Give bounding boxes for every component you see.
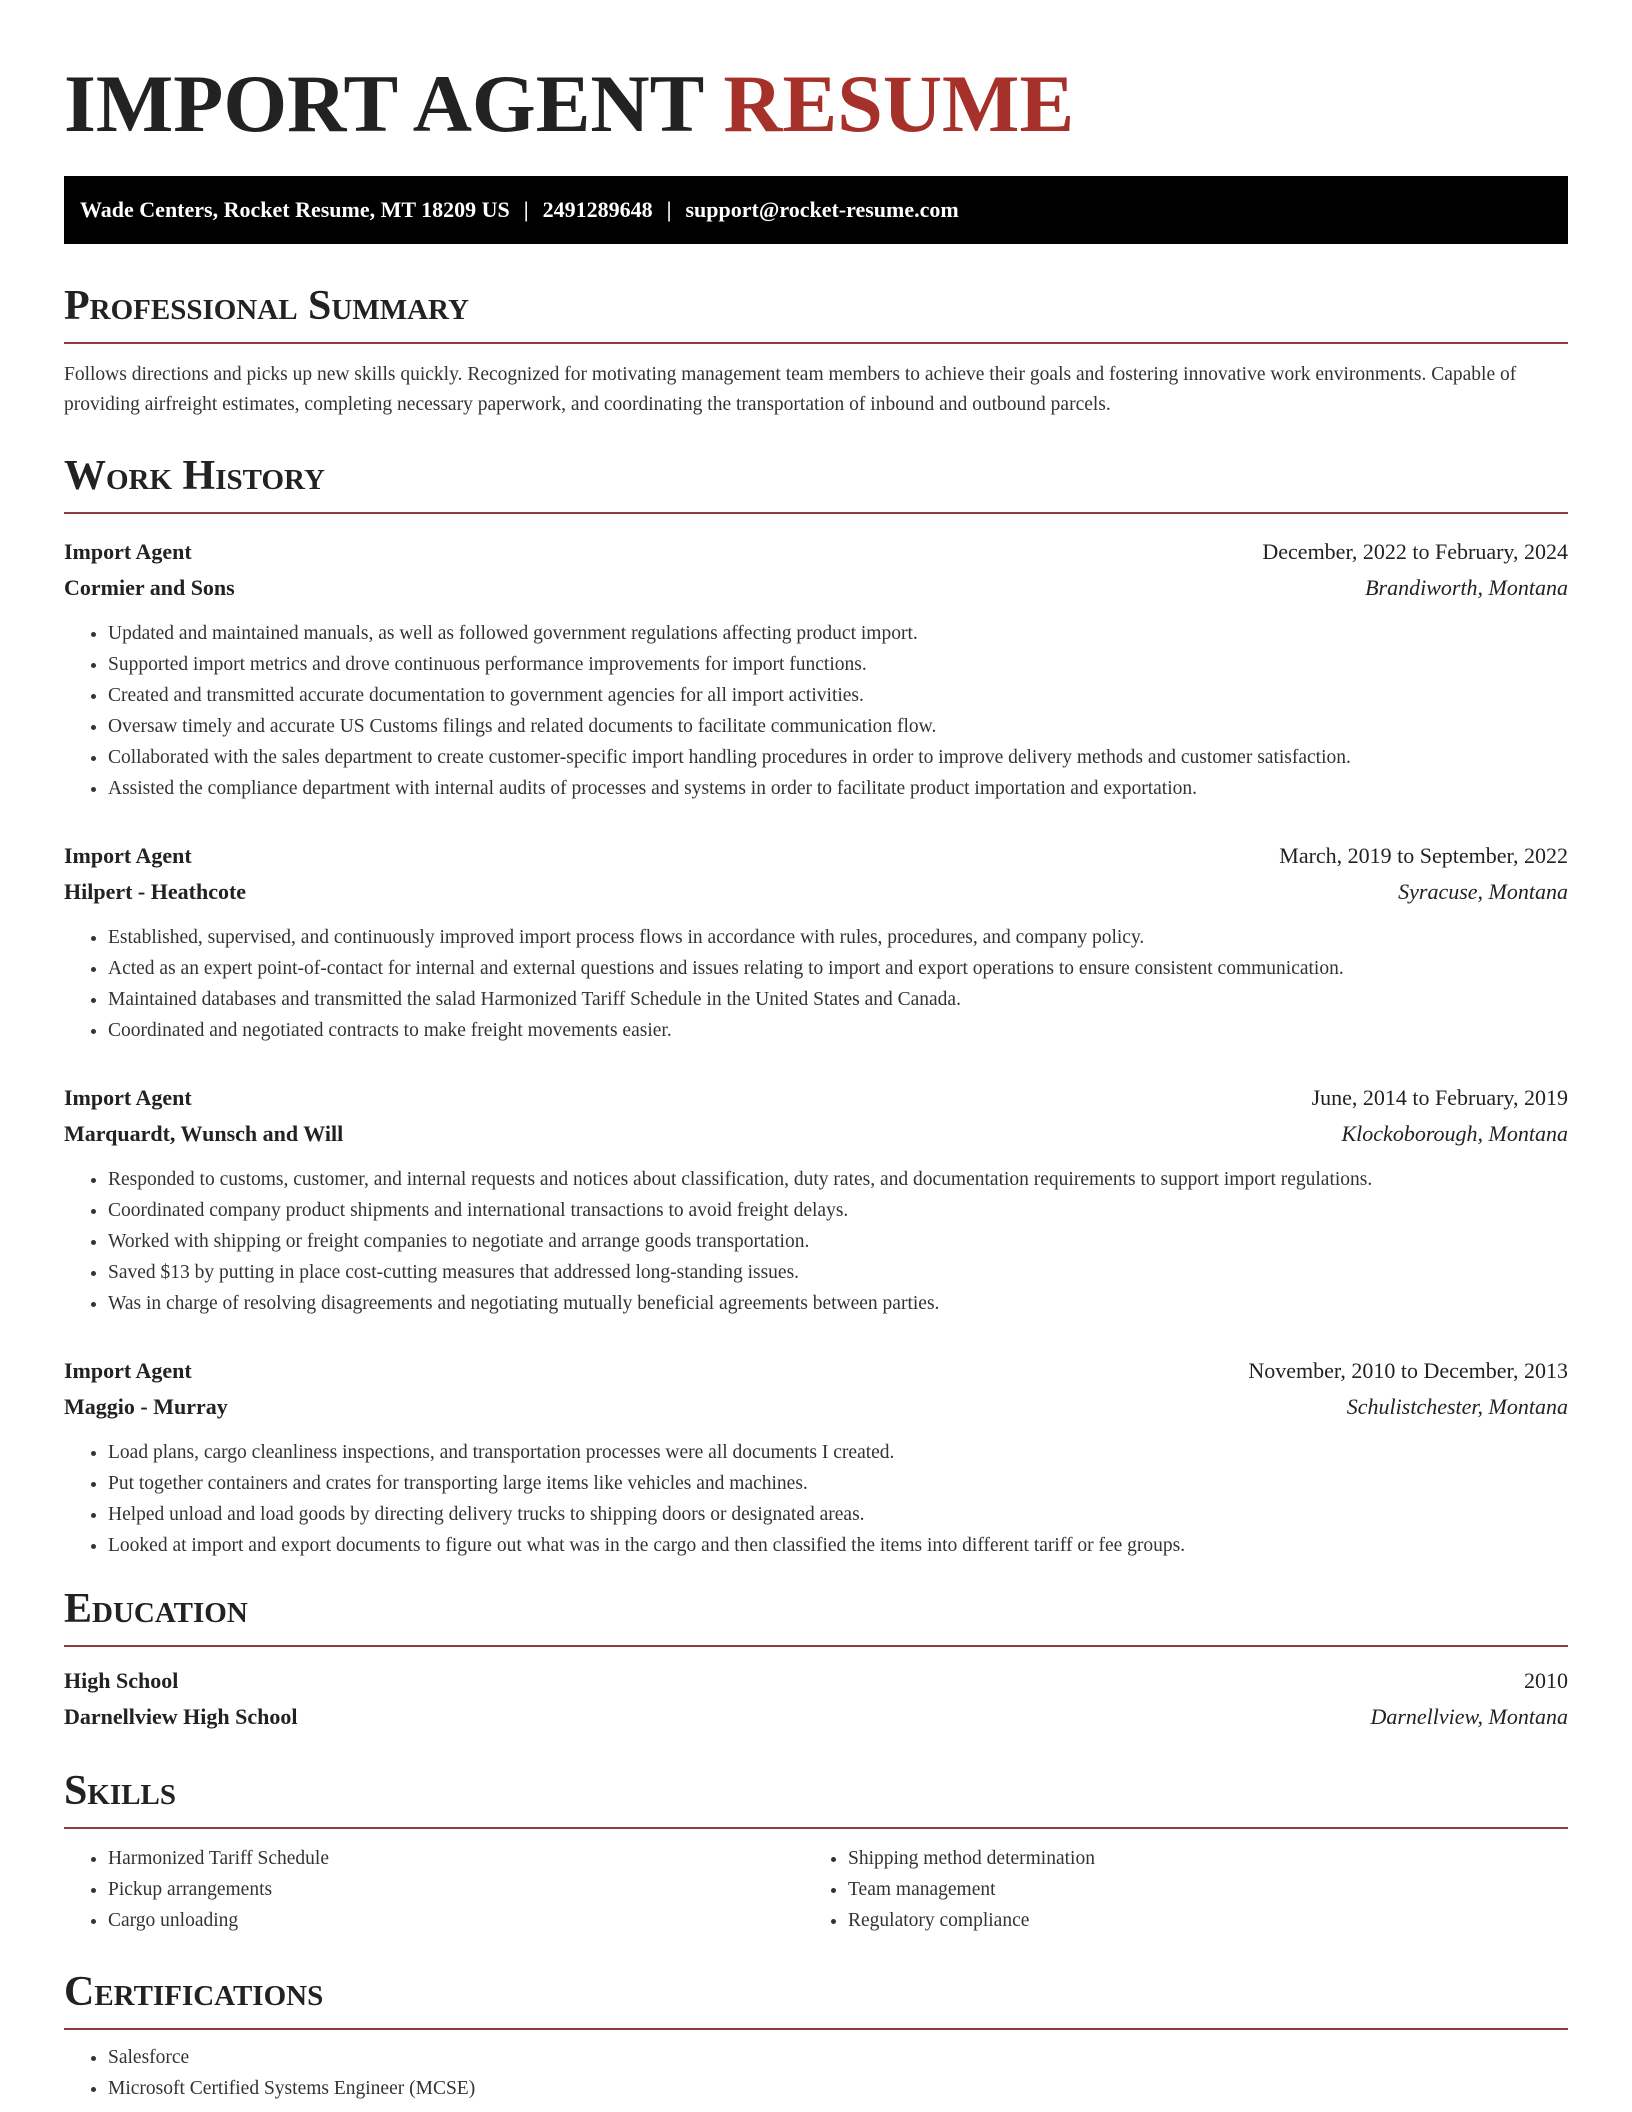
job-company: Maggio - Murray — [64, 1394, 228, 1419]
job-company: Hilpert - Heathcote — [64, 879, 247, 904]
list-item: • Coordinated company product shipments and international transactions to avoid freight delays. — [108, 1195, 1568, 1226]
job-entry — [64, 838, 1568, 1046]
education-section — [64, 1583, 1568, 1735]
list-item: • Load plans, cargo cleanliness inspections, and transportation processes were all documents I created. — [108, 1437, 1568, 1468]
job-title: Import Agent — [64, 539, 192, 564]
job-location: Schulistchester, Montana — [1346, 1394, 1568, 1419]
job-bullets — [64, 1164, 1568, 1319]
list-item: • Supported import metrics and drove continuous performance improvements for import functions. — [108, 649, 1568, 680]
list-item: • Helped unload and load goods by directing delivery trucks to shipping doors or designated areas. — [108, 1499, 1568, 1530]
job-title: Import Agent — [64, 843, 192, 868]
title-main: IMPORT AGENT — [64, 58, 703, 149]
job-company: Marquardt, Wunsch and Will — [64, 1121, 344, 1146]
job-dates: November, 2010 to December, 2013 — [1248, 1358, 1568, 1383]
job-title: Import Agent — [64, 1358, 192, 1383]
list-item: • Assisted the compliance department with internal audits of processes and systems in order to facilitate product importation and exportation. — [108, 773, 1568, 804]
list-item: • Oversaw timely and accurate US Customs filings and related documents to facilitate communication flow. — [108, 711, 1568, 742]
job-location: Klockoborough, Montana — [1341, 1121, 1568, 1146]
section-heading: Professional Summary — [64, 280, 1568, 344]
skills-column-right — [804, 1843, 1544, 1936]
skill-item: • Team management — [848, 1874, 1544, 1905]
resume-title — [64, 0, 1568, 152]
edu-school: Darnellview High School — [64, 1704, 298, 1729]
list-item: • Coordinated and negotiated contracts to make freight movements easier. — [108, 1015, 1568, 1046]
job-bullets — [64, 922, 1568, 1046]
edu-degree: High School — [64, 1668, 179, 1693]
list-item: • Established, supervised, and continuously improved import process flows in accordance with rules, procedures, and company policy. — [108, 922, 1568, 953]
section-heading: Education — [64, 1583, 1568, 1647]
skill-item: • Shipping method determination — [848, 1843, 1544, 1874]
skill-item: • Regulatory compliance — [848, 1905, 1544, 1936]
work-history-section — [64, 450, 1568, 1561]
list-item: • Saved $13 by putting in place cost-cutting measures that addressed long-standing issues. — [108, 1257, 1568, 1288]
certifications-section — [64, 1966, 1568, 2104]
list-item: • Maintained databases and transmitted the salad Harmonized Tariff Schedule in the United States and Canada. — [108, 984, 1568, 1015]
skill-item: • Cargo unloading — [108, 1905, 804, 1936]
job-location: Brandiworth, Montana — [1365, 575, 1568, 600]
list-item: • Created and transmitted accurate documentation to government agencies for all import activities. — [108, 680, 1568, 711]
list-item: • Put together containers and crates for transporting large items like vehicles and machines. — [108, 1468, 1568, 1499]
section-heading: Skills — [64, 1765, 1568, 1829]
professional-summary-section — [64, 280, 1568, 420]
job-entry — [64, 1080, 1568, 1319]
title-accent: RESUME — [723, 58, 1075, 149]
list-item: • Updated and maintained manuals, as well as followed government regulations affecting product import. — [108, 618, 1568, 649]
list-item: • Acted as an expert point-of-contact for internal and external questions and issues relating to import and export operations to ensure consistent communication. — [108, 953, 1568, 984]
job-bullets — [64, 1437, 1568, 1561]
contact-address: Wade Centers, Rocket Resume, MT 18209 US — [80, 197, 510, 222]
list-item: • Was in charge of resolving disagreements and negotiating mutually beneficial agreements between parties. — [108, 1288, 1568, 1319]
contact-separator: | — [523, 197, 529, 222]
job-dates: June, 2014 to February, 2019 — [1311, 1085, 1568, 1110]
job-location: Syracuse, Montana — [1398, 879, 1568, 904]
education-entry — [64, 1663, 1568, 1735]
skill-item: • Pickup arrangements — [108, 1874, 804, 1905]
job-dates: March, 2019 to September, 2022 — [1279, 843, 1568, 868]
skill-item: • Harmonized Tariff Schedule — [108, 1843, 804, 1874]
contact-bar — [64, 176, 1568, 244]
edu-location: Darnellview, Montana — [1370, 1704, 1568, 1729]
section-heading: Work History — [64, 450, 1568, 514]
job-bullets — [64, 618, 1568, 804]
contact-separator: | — [666, 197, 672, 222]
list-item: • Collaborated with the sales department to create customer-specific import handling procedures in order to improve delivery methods and customer satisfaction. — [108, 742, 1568, 773]
contact-phone: 2491289648 — [542, 197, 653, 222]
job-title: Import Agent — [64, 1085, 192, 1110]
list-item: • Looked at import and export documents to figure out what was in the cargo and then classified the items into different tariff or fee groups. — [108, 1530, 1568, 1561]
list-item: • Worked with shipping or freight companies to negotiate and arrange goods transportation. — [108, 1226, 1568, 1257]
resume-page — [64, 0, 1568, 2104]
certification-item: • Salesforce — [108, 2042, 1568, 2073]
job-entry — [64, 534, 1568, 804]
job-entry — [64, 1353, 1568, 1561]
certification-item: • Microsoft Certified Systems Engineer (MCSE) — [108, 2073, 1568, 2104]
edu-year: 2010 — [1524, 1668, 1568, 1693]
section-heading: Certifications — [64, 1966, 1568, 2030]
contact-email: support@rocket-resume.com — [685, 197, 959, 222]
certification-list — [64, 2042, 1568, 2104]
skills-section — [64, 1765, 1568, 1936]
job-company: Cormier and Sons — [64, 575, 235, 600]
skills-column-left — [64, 1843, 804, 1936]
job-dates: December, 2022 to February, 2024 — [1262, 539, 1568, 564]
summary-text: Follows directions and picks up new skills quickly. Recognized for motivating management team members to achieve their goals and fostering innovative work environments. Capable of providing airfreight estimates, completing necessary paperwork, and coordinating the transportation of inbound and outbound parcels. — [64, 364, 1517, 415]
list-item: • Responded to customs, customer, and internal requests and notices about classification, duty rates, and documentation requirements to support import regulations. — [108, 1164, 1568, 1195]
skills-grid — [64, 1843, 1568, 1936]
